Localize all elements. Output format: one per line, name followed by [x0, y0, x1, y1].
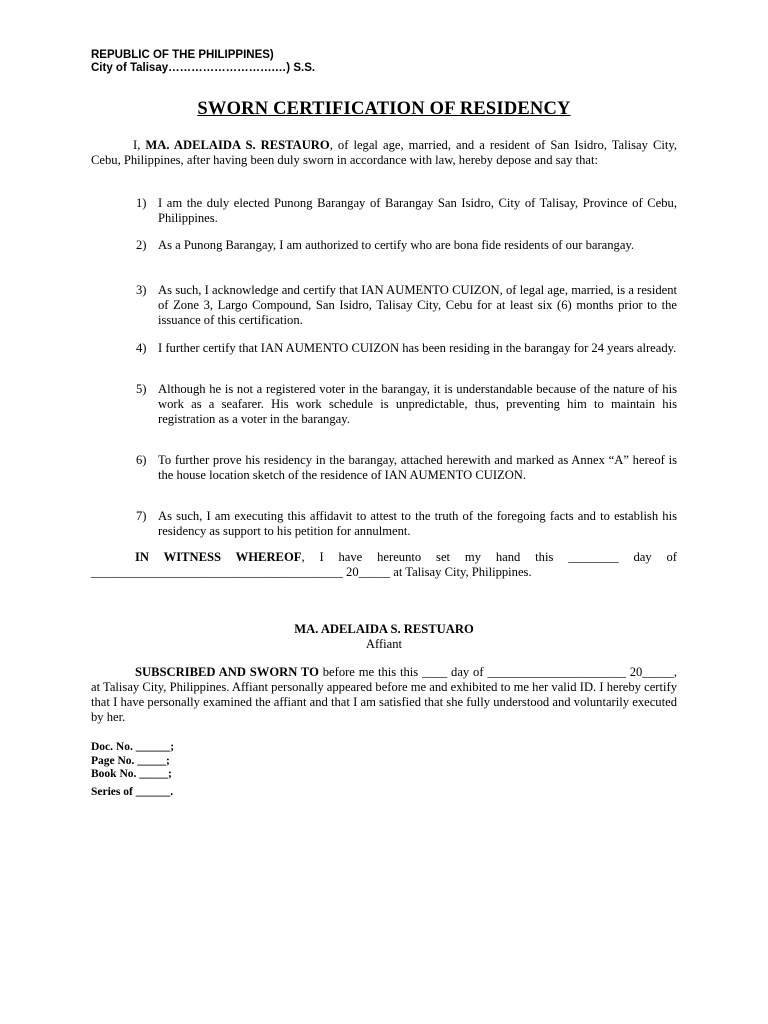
venue-city: City of Talisay……………………….…) S.S. [91, 62, 316, 74]
item-number: 7) [136, 509, 147, 523]
witness-lead: IN WITNESS WHEREOF [135, 550, 302, 564]
venue-republic: REPUBLIC OF THE PHILIPPINES) [91, 49, 274, 61]
intro-pre: I, [133, 138, 146, 152]
statement-item-3 [136, 283, 677, 328]
statement-item-2 [136, 238, 677, 253]
notarial-register [91, 741, 174, 799]
jurat-paragraph [91, 665, 677, 725]
doc-number: Doc. No. ______; [91, 741, 175, 753]
item-text: As such, I acknowledge and certify that IAN AUMENTO CUIZON, of legal age, married, is a resident of Zone 3, Largo Compound, San Isidro, Talisay City, Cebu for at least six (6) months prior to the issuance of this certification. [158, 283, 677, 327]
statement-item-7 [136, 509, 677, 539]
item-number: 5) [136, 382, 147, 396]
item-number: 4) [136, 341, 147, 355]
statement-item-4 [136, 341, 677, 356]
affiant-signature-name: MA. ADELAIDA S. RESTUARO [294, 622, 474, 636]
series-year: Series of ______. [91, 785, 174, 798]
item-number: 2) [136, 238, 147, 252]
item-number: 1) [136, 196, 147, 210]
witness-paragraph [91, 550, 677, 580]
statement-item-6 [136, 453, 677, 483]
item-text: Although he is not a registered voter in the barangay, it is understandable because of the nature of his work as a seafarer. His work schedule is unpredictable, thus, preventing him to maintain his registration as a voter in the barangay. [158, 382, 677, 426]
item-text: To further prove his residency in the barangay, attached herewith and marked as Annex “A” hereof is the house location sketch of the residence of IAN AUMENTO CUIZON. [158, 453, 677, 482]
jurat-rest: before me this this ____ day of ______________________ 20_____, at Talisay City, Philippines. Affiant personally appeared before me and exhibited to me her valid ID. I hereby certify that I have personally examined the affiant and that I am satisfied that she fully understood and voluntarily executed by her. [91, 665, 677, 724]
item-text: As such, I am executing this affidavit to attest to the truth of the foregoing facts and to establish his residency as support to his petition for annulment. [158, 509, 677, 538]
intro-paragraph [91, 138, 677, 168]
item-text: As a Punong Barangay, I am authorized to certify who are bona fide residents of our barangay. [158, 238, 635, 252]
intro-post: , of legal age, married, and a resident of San Isidro, Talisay City, Cebu, Philippines, after having been duly sworn in accordance with law, hereby depose and say that: [91, 138, 677, 167]
book-number: Book No. _____; [91, 768, 172, 780]
venue-header [91, 49, 315, 75]
item-number: 3) [136, 283, 147, 297]
jurat-lead: SUBSCRIBED AND SWORN TO [135, 665, 319, 679]
witness-rest: , I have hereunto set my hand this ________ day of ________________________________________ 20_____ at Talisay City, Philippines. [91, 550, 678, 579]
item-text: I am the duly elected Punong Barangay of Barangay San Isidro, City of Talisay, Province of Cebu, Philippines. [158, 196, 677, 225]
affiant-name-inline: MA. ADELAIDA S. RESTAURO [145, 138, 330, 152]
statement-item-1 [136, 196, 677, 226]
item-text: I further certify that IAN AUMENTO CUIZON has been residing in the barangay for 24 years already. [158, 341, 677, 355]
affiant-label: Affiant [365, 637, 403, 651]
document-title: SWORN CERTIFICATION OF RESIDENCY [197, 99, 571, 119]
statement-item-5 [136, 382, 677, 427]
page-number: Page No. _____; [91, 754, 170, 767]
item-number: 6) [136, 453, 147, 467]
